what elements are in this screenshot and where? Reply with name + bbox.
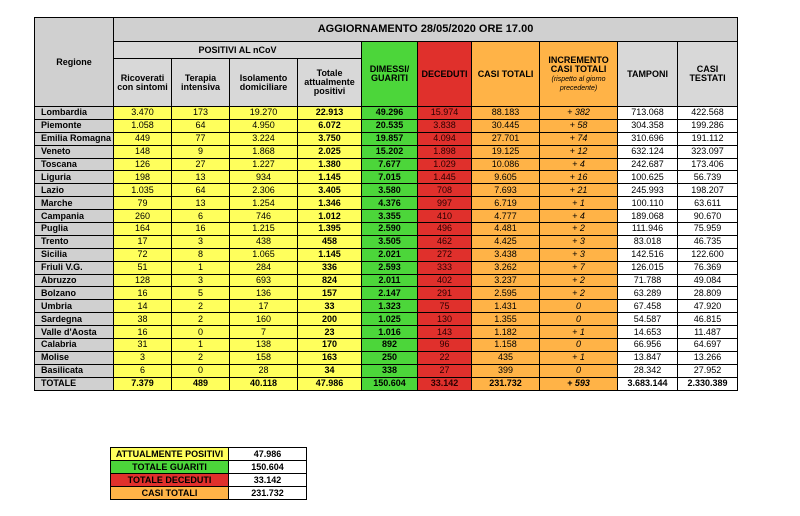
cell-tamponi: 713.068	[618, 107, 678, 120]
cell-terapia: 5	[172, 287, 230, 300]
cell-deceduti: 130	[418, 313, 472, 326]
cell-isolamento: 2.306	[230, 184, 298, 197]
cell-dimessi: 19.857	[362, 132, 418, 145]
cell-terapia: 3	[172, 274, 230, 287]
cell-dimessi: 892	[362, 339, 418, 352]
cell-incremento: + 593	[540, 377, 618, 390]
cell-dimessi: 20.535	[362, 119, 418, 132]
header-incremento-label: INCREMENTO CASI TOTALI	[548, 55, 609, 74]
cell-regione: Lombardia	[35, 107, 114, 120]
cell-terapia: 13	[172, 197, 230, 210]
cell-testati: 199.286	[678, 119, 738, 132]
header-tamponi: TAMPONI	[618, 42, 678, 107]
cell-regione: Campania	[35, 210, 114, 223]
cell-isolamento: 138	[230, 339, 298, 352]
cell-casi: 4.777	[472, 210, 540, 223]
cell-terapia: 64	[172, 184, 230, 197]
cell-casi: 1.182	[472, 326, 540, 339]
cell-casi: 1.431	[472, 300, 540, 313]
cell-deceduti: 496	[418, 223, 472, 236]
cell-regione: Trento	[35, 235, 114, 248]
cell-terapia: 2	[172, 300, 230, 313]
cell-totale: 34	[298, 364, 362, 377]
cell-casi: 9.605	[472, 171, 540, 184]
cell-totale: 3.405	[298, 184, 362, 197]
header-casi-testati: CASI TESTATI	[678, 42, 738, 107]
table-row	[35, 339, 738, 352]
cell-incremento: + 1	[540, 197, 618, 210]
cell-tamponi: 100.110	[618, 197, 678, 210]
cell-incremento: 0	[540, 313, 618, 326]
cell-totale: 33	[298, 300, 362, 313]
cell-isolamento: 3.224	[230, 132, 298, 145]
cell-dimessi: 3.580	[362, 184, 418, 197]
cell-totale: 3.750	[298, 132, 362, 145]
cell-ricoverati: 16	[114, 326, 172, 339]
header-dimessi: DIMESSI/ GUARITI	[362, 42, 418, 107]
cell-testati: 122.600	[678, 248, 738, 261]
cell-tamponi: 54.587	[618, 313, 678, 326]
cell-totale: 458	[298, 235, 362, 248]
cell-totale: 200	[298, 313, 362, 326]
table-row	[35, 351, 738, 364]
cell-tamponi: 63.289	[618, 287, 678, 300]
table-row	[35, 261, 738, 274]
cell-ricoverati: 6	[114, 364, 172, 377]
cell-regione: Bolzano	[35, 287, 114, 300]
table-row	[35, 274, 738, 287]
cell-ricoverati: 72	[114, 248, 172, 261]
cell-casi: 4.481	[472, 223, 540, 236]
summary-row	[111, 448, 307, 461]
cell-deceduti: 4.094	[418, 132, 472, 145]
cell-casi: 399	[472, 364, 540, 377]
cell-totale: 170	[298, 339, 362, 352]
header-positivi: POSITIVI AL nCoV	[114, 42, 362, 59]
table-row	[35, 132, 738, 145]
cell-testati: 75.959	[678, 223, 738, 236]
cell-testati: 47.920	[678, 300, 738, 313]
table-row	[35, 300, 738, 313]
cell-casi: 1.355	[472, 313, 540, 326]
regional-data-table	[34, 17, 738, 391]
cell-tamponi: 66.956	[618, 339, 678, 352]
cell-isolamento: 19.270	[230, 107, 298, 120]
cell-testati: 2.330.389	[678, 377, 738, 390]
cell-isolamento: 746	[230, 210, 298, 223]
header-incremento-note: (rispetto al giorno precedente)	[551, 76, 606, 92]
cell-testati: 198.207	[678, 184, 738, 197]
cell-regione: Valle d'Aosta	[35, 326, 114, 339]
table-row	[35, 119, 738, 132]
cell-terapia: 13	[172, 171, 230, 184]
cell-deceduti: 333	[418, 261, 472, 274]
cell-terapia: 64	[172, 119, 230, 132]
cell-incremento: + 74	[540, 132, 618, 145]
cell-regione: Emilia Romagna	[35, 132, 114, 145]
header-isolamento: Isolamento domiciliare	[230, 59, 298, 107]
table-body	[35, 107, 738, 391]
table-row	[35, 326, 738, 339]
cell-dimessi: 2.593	[362, 261, 418, 274]
cell-isolamento: 934	[230, 171, 298, 184]
cell-incremento: + 21	[540, 184, 618, 197]
cell-regione: Liguria	[35, 171, 114, 184]
cell-casi: 3.262	[472, 261, 540, 274]
cell-testati: 76.369	[678, 261, 738, 274]
cell-totale: 1.380	[298, 158, 362, 171]
table-row	[35, 158, 738, 171]
cell-deceduti: 410	[418, 210, 472, 223]
cell-casi: 231.732	[472, 377, 540, 390]
cell-isolamento: 1.215	[230, 223, 298, 236]
cell-incremento: + 2	[540, 287, 618, 300]
cell-ricoverati: 38	[114, 313, 172, 326]
table-row	[35, 197, 738, 210]
table-row	[35, 235, 738, 248]
table-row	[35, 364, 738, 377]
cell-terapia: 2	[172, 351, 230, 364]
header-totale-positivi: Totale attualmente positivi	[298, 59, 362, 107]
cell-testati: 46.815	[678, 313, 738, 326]
cell-totale: 1.145	[298, 171, 362, 184]
cell-tamponi: 67.458	[618, 300, 678, 313]
cell-regione: Sardegna	[35, 313, 114, 326]
cell-incremento: + 12	[540, 145, 618, 158]
table-row	[35, 223, 738, 236]
table-row	[35, 248, 738, 261]
cell-deceduti: 15.974	[418, 107, 472, 120]
cell-regione: Sicilia	[35, 248, 114, 261]
cell-regione: Piemonte	[35, 119, 114, 132]
cell-isolamento: 1.227	[230, 158, 298, 171]
cell-deceduti: 27	[418, 364, 472, 377]
cell-dimessi: 2.011	[362, 274, 418, 287]
cell-testati: 173.406	[678, 158, 738, 171]
cell-regione: Umbria	[35, 300, 114, 313]
cell-testati: 27.952	[678, 364, 738, 377]
cell-deceduti: 462	[418, 235, 472, 248]
cell-regione: Puglia	[35, 223, 114, 236]
cell-casi: 7.693	[472, 184, 540, 197]
cell-testati: 13.266	[678, 351, 738, 364]
cell-regione: Friuli V.G.	[35, 261, 114, 274]
cell-totale: 157	[298, 287, 362, 300]
summary-table	[110, 447, 307, 500]
cell-terapia: 1	[172, 261, 230, 274]
cell-tamponi: 71.788	[618, 274, 678, 287]
cell-ricoverati: 7.379	[114, 377, 172, 390]
cell-tamponi: 13.847	[618, 351, 678, 364]
cell-dimessi: 15.202	[362, 145, 418, 158]
cell-tamponi: 126.015	[618, 261, 678, 274]
cell-isolamento: 160	[230, 313, 298, 326]
cell-deceduti: 22	[418, 351, 472, 364]
cell-ricoverati: 3	[114, 351, 172, 364]
cell-testati: 64.697	[678, 339, 738, 352]
cell-ricoverati: 260	[114, 210, 172, 223]
cell-isolamento: 693	[230, 274, 298, 287]
cell-deceduti: 96	[418, 339, 472, 352]
cell-dimessi: 7.015	[362, 171, 418, 184]
cell-tamponi: 3.683.144	[618, 377, 678, 390]
cell-totale: 6.072	[298, 119, 362, 132]
summary-label: TOTALE GUARITI	[111, 461, 229, 474]
cell-ricoverati: 1.035	[114, 184, 172, 197]
cell-dimessi: 49.296	[362, 107, 418, 120]
cell-totale: 163	[298, 351, 362, 364]
cell-deceduti: 3.838	[418, 119, 472, 132]
table-row	[35, 171, 738, 184]
table-row	[35, 287, 738, 300]
cell-ricoverati: 3.470	[114, 107, 172, 120]
header-ricoverati: Ricoverati con sintomi	[114, 59, 172, 107]
summary-value: 231.732	[229, 487, 307, 500]
cell-incremento: + 3	[540, 235, 618, 248]
summary-row	[111, 461, 307, 474]
cell-ricoverati: 1.058	[114, 119, 172, 132]
cell-dimessi: 2.590	[362, 223, 418, 236]
cell-casi: 30.445	[472, 119, 540, 132]
cell-incremento: + 4	[540, 158, 618, 171]
cell-dimessi: 338	[362, 364, 418, 377]
cell-totale: 47.986	[298, 377, 362, 390]
cell-casi: 6.719	[472, 197, 540, 210]
table-row	[35, 210, 738, 223]
cell-tamponi: 245.993	[618, 184, 678, 197]
cell-totale: 2.025	[298, 145, 362, 158]
cell-totale: 336	[298, 261, 362, 274]
cell-terapia: 9	[172, 145, 230, 158]
cell-ricoverati: 148	[114, 145, 172, 158]
header-deceduti: DECEDUTI	[418, 42, 472, 107]
cell-terapia: 0	[172, 364, 230, 377]
summary-row	[111, 487, 307, 500]
cell-dimessi: 250	[362, 351, 418, 364]
cell-ricoverati: 164	[114, 223, 172, 236]
cell-incremento: + 382	[540, 107, 618, 120]
covid-bulletin	[34, 17, 738, 391]
cell-isolamento: 1.254	[230, 197, 298, 210]
table-total-row	[35, 377, 738, 390]
cell-dimessi: 7.677	[362, 158, 418, 171]
cell-dimessi: 3.355	[362, 210, 418, 223]
cell-ricoverati: 449	[114, 132, 172, 145]
cell-casi: 1.158	[472, 339, 540, 352]
summary-value: 150.604	[229, 461, 307, 474]
cell-isolamento: 4.950	[230, 119, 298, 132]
cell-tamponi: 100.625	[618, 171, 678, 184]
cell-ricoverati: 51	[114, 261, 172, 274]
cell-totale: 824	[298, 274, 362, 287]
table-row	[35, 313, 738, 326]
cell-dimessi: 2.147	[362, 287, 418, 300]
cell-dimessi: 1.323	[362, 300, 418, 313]
cell-incremento: + 1	[540, 351, 618, 364]
cell-incremento: 0	[540, 364, 618, 377]
cell-casi: 2.595	[472, 287, 540, 300]
cell-dimessi: 2.021	[362, 248, 418, 261]
header-terapia: Terapia intensiva	[172, 59, 230, 107]
page-title: AGGIORNAMENTO 28/05/2020 ORE 17.00	[114, 18, 738, 42]
cell-terapia: 6	[172, 210, 230, 223]
cell-tamponi: 632.124	[618, 145, 678, 158]
cell-isolamento: 28	[230, 364, 298, 377]
cell-incremento: + 2	[540, 274, 618, 287]
header-incremento	[540, 42, 618, 107]
table-row	[35, 184, 738, 197]
cell-casi: 4.425	[472, 235, 540, 248]
cell-tamponi: 142.516	[618, 248, 678, 261]
cell-regione: Molise	[35, 351, 114, 364]
cell-tamponi: 310.696	[618, 132, 678, 145]
cell-tamponi: 242.687	[618, 158, 678, 171]
cell-isolamento: 17	[230, 300, 298, 313]
cell-terapia: 77	[172, 132, 230, 145]
cell-regione: Veneto	[35, 145, 114, 158]
cell-testati: 323.097	[678, 145, 738, 158]
cell-ricoverati: 126	[114, 158, 172, 171]
cell-testati: 63.611	[678, 197, 738, 210]
cell-ricoverati: 31	[114, 339, 172, 352]
cell-isolamento: 284	[230, 261, 298, 274]
cell-ricoverati: 14	[114, 300, 172, 313]
cell-deceduti: 291	[418, 287, 472, 300]
cell-testati: 56.739	[678, 171, 738, 184]
cell-ricoverati: 16	[114, 287, 172, 300]
cell-casi: 27.701	[472, 132, 540, 145]
cell-ricoverati: 198	[114, 171, 172, 184]
cell-regione: Calabria	[35, 339, 114, 352]
cell-incremento: + 7	[540, 261, 618, 274]
cell-incremento: + 2	[540, 223, 618, 236]
summary-label: CASI TOTALI	[111, 487, 229, 500]
cell-ricoverati: 79	[114, 197, 172, 210]
cell-regione: Basilicata	[35, 364, 114, 377]
cell-terapia: 1	[172, 339, 230, 352]
cell-testati: 90.670	[678, 210, 738, 223]
summary-value: 47.986	[229, 448, 307, 461]
cell-deceduti: 1.898	[418, 145, 472, 158]
cell-casi: 19.125	[472, 145, 540, 158]
cell-terapia: 0	[172, 326, 230, 339]
cell-deceduti: 402	[418, 274, 472, 287]
cell-dimessi: 4.376	[362, 197, 418, 210]
cell-dimessi: 150.604	[362, 377, 418, 390]
summary-row	[111, 474, 307, 487]
cell-regione: TOTALE	[35, 377, 114, 390]
cell-regione: Lazio	[35, 184, 114, 197]
cell-dimessi: 1.016	[362, 326, 418, 339]
cell-testati: 422.568	[678, 107, 738, 120]
cell-terapia: 16	[172, 223, 230, 236]
cell-totale: 1.395	[298, 223, 362, 236]
summary-value: 33.142	[229, 474, 307, 487]
cell-testati: 46.735	[678, 235, 738, 248]
cell-tamponi: 111.946	[618, 223, 678, 236]
cell-isolamento: 158	[230, 351, 298, 364]
cell-deceduti: 997	[418, 197, 472, 210]
cell-incremento: + 4	[540, 210, 618, 223]
cell-totale: 22.913	[298, 107, 362, 120]
cell-isolamento: 1.065	[230, 248, 298, 261]
cell-testati: 49.084	[678, 274, 738, 287]
cell-isolamento: 40.118	[230, 377, 298, 390]
cell-totale: 1.346	[298, 197, 362, 210]
cell-tamponi: 83.018	[618, 235, 678, 248]
cell-tamponi: 189.068	[618, 210, 678, 223]
cell-isolamento: 136	[230, 287, 298, 300]
cell-incremento: 0	[540, 300, 618, 313]
cell-terapia: 27	[172, 158, 230, 171]
cell-dimessi: 3.505	[362, 235, 418, 248]
table-row	[35, 145, 738, 158]
cell-casi: 435	[472, 351, 540, 364]
cell-casi: 88.183	[472, 107, 540, 120]
cell-casi: 3.438	[472, 248, 540, 261]
cell-totale: 1.012	[298, 210, 362, 223]
cell-regione: Abruzzo	[35, 274, 114, 287]
cell-totale: 1.145	[298, 248, 362, 261]
cell-tamponi: 304.358	[618, 119, 678, 132]
cell-terapia: 173	[172, 107, 230, 120]
cell-testati: 28.809	[678, 287, 738, 300]
cell-isolamento: 7	[230, 326, 298, 339]
cell-tamponi: 14.653	[618, 326, 678, 339]
cell-deceduti: 1.029	[418, 158, 472, 171]
cell-deceduti: 33.142	[418, 377, 472, 390]
cell-deceduti: 75	[418, 300, 472, 313]
cell-ricoverati: 17	[114, 235, 172, 248]
cell-casi: 10.086	[472, 158, 540, 171]
cell-tamponi: 28.342	[618, 364, 678, 377]
cell-deceduti: 272	[418, 248, 472, 261]
cell-deceduti: 1.445	[418, 171, 472, 184]
header-regione: Regione	[35, 18, 114, 107]
cell-dimessi: 1.025	[362, 313, 418, 326]
cell-incremento: + 58	[540, 119, 618, 132]
summary-label: ATTUALMENTE POSITIVI	[111, 448, 229, 461]
cell-terapia: 3	[172, 235, 230, 248]
cell-regione: Marche	[35, 197, 114, 210]
cell-terapia: 2	[172, 313, 230, 326]
cell-incremento: + 16	[540, 171, 618, 184]
cell-terapia: 489	[172, 377, 230, 390]
summary-label: TOTALE DECEDUTI	[111, 474, 229, 487]
cell-isolamento: 438	[230, 235, 298, 248]
header-casi-totali: CASI TOTALI	[472, 42, 540, 107]
cell-isolamento: 1.868	[230, 145, 298, 158]
cell-deceduti: 708	[418, 184, 472, 197]
cell-regione: Toscana	[35, 158, 114, 171]
cell-testati: 191.112	[678, 132, 738, 145]
cell-incremento: + 1	[540, 326, 618, 339]
cell-casi: 3.237	[472, 274, 540, 287]
cell-terapia: 8	[172, 248, 230, 261]
table-row	[35, 107, 738, 120]
cell-ricoverati: 128	[114, 274, 172, 287]
cell-testati: 11.487	[678, 326, 738, 339]
cell-incremento: 0	[540, 339, 618, 352]
cell-totale: 23	[298, 326, 362, 339]
cell-deceduti: 143	[418, 326, 472, 339]
cell-incremento: + 3	[540, 248, 618, 261]
